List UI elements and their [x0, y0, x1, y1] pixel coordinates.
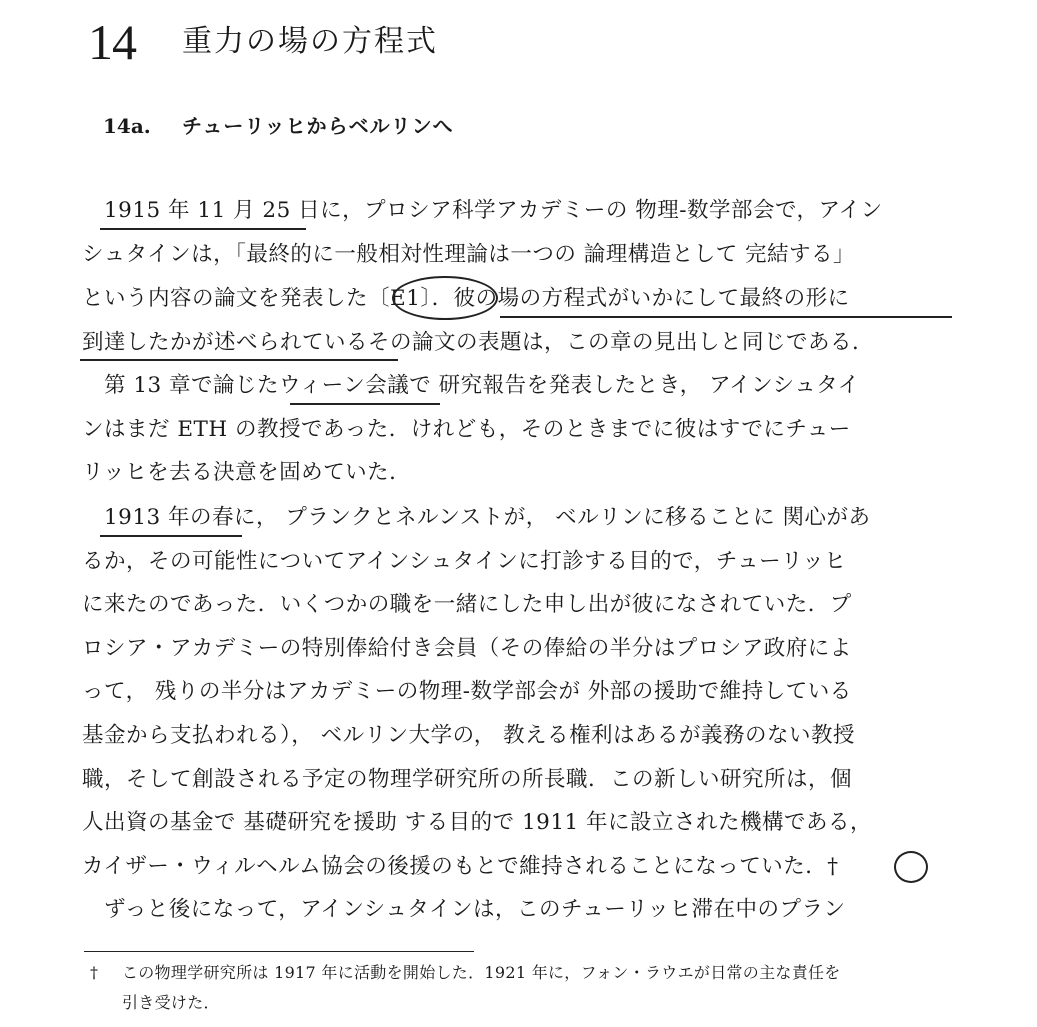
body-line: って， 残りの半分はアカデミーの物理-数学部会が 外部の援助で維持している — [82, 679, 852, 704]
body-line: 1915 年 11 月 25 日に，プロシア科学アカデミーの 物理-数学部会で，アイン — [104, 198, 883, 223]
body-line: 第 13 章で論じたウィーン会議で 研究報告を発表したとき， アインシュタイ — [104, 373, 860, 398]
body-line: という内容の論文を発表した〔E1〕．彼の場の方程式がいかにして最終の形に — [82, 286, 850, 311]
body-line: るか，その可能性についてアインシュタインに打診する目的で，チューリッヒ — [82, 549, 847, 574]
section-number: 14a. — [103, 114, 151, 138]
footnote-rule — [84, 951, 474, 952]
body-line: に来たのであった．いくつかの職を一緒にした申し出が彼になされていた．プ — [82, 592, 852, 617]
body-line: 人出資の基金で 基礎研究を援助 する目的で 1911 年に設立された機構である， — [82, 810, 873, 835]
footnote-mark: † — [90, 963, 98, 982]
handwritten-underline — [80, 359, 398, 361]
body-line: カイザー・ウィルヘルム協会の後援のもとで維持されることになっていた．† — [82, 854, 839, 879]
chapter-number: 14 — [88, 14, 136, 70]
chapter-title: 重力の場の方程式 — [182, 24, 438, 59]
body-line: ずっと後になって，アインシュタインは，このチューリッヒ滞在中のプラン — [104, 897, 846, 922]
body-line: 基金から支払われる）， ベルリン大学の， 教える権利はあるが義務のない教授 — [82, 723, 856, 748]
handwritten-underline — [500, 316, 952, 318]
handwritten-underline — [290, 403, 440, 405]
body-line: リッヒを去る決意を固めていた． — [82, 460, 412, 485]
handwritten-circle — [392, 276, 498, 320]
section-title: チューリッヒからベルリンへ — [182, 114, 454, 138]
body-line: 職，そして創設される予定の物理学研究所の所長職．この新しい研究所は，個 — [82, 767, 853, 792]
handwritten-underline — [100, 228, 306, 230]
body-line: シュタインは，「最終的に一般相対性理論は一つの 論理構造として 完結する」 — [82, 242, 856, 267]
footnote-line: この物理学研究所は 1917 年に活動を開始した．1921 年に，フォン・ラウエが日常の主な責任を — [122, 963, 841, 982]
body-line: 到達したかが述べられているその論文の表題は，この章の見出しと同じである． — [82, 330, 875, 355]
body-line: 1913 年の春に， プランクとネルンストが， ベルリンに移ることに 関心があ — [104, 505, 871, 530]
handwritten-underline — [100, 535, 242, 537]
body-line: ンはまだ ETH の教授であった．けれども，そのときまでに彼はすでにチュー — [82, 417, 851, 442]
footnote-line: 引き受けた． — [122, 993, 220, 1012]
handwritten-circle — [894, 851, 928, 883]
body-line: ロシア・アカデミーの特別俸給付き会員（その俸給の半分はプロシア政府によ — [82, 636, 852, 661]
